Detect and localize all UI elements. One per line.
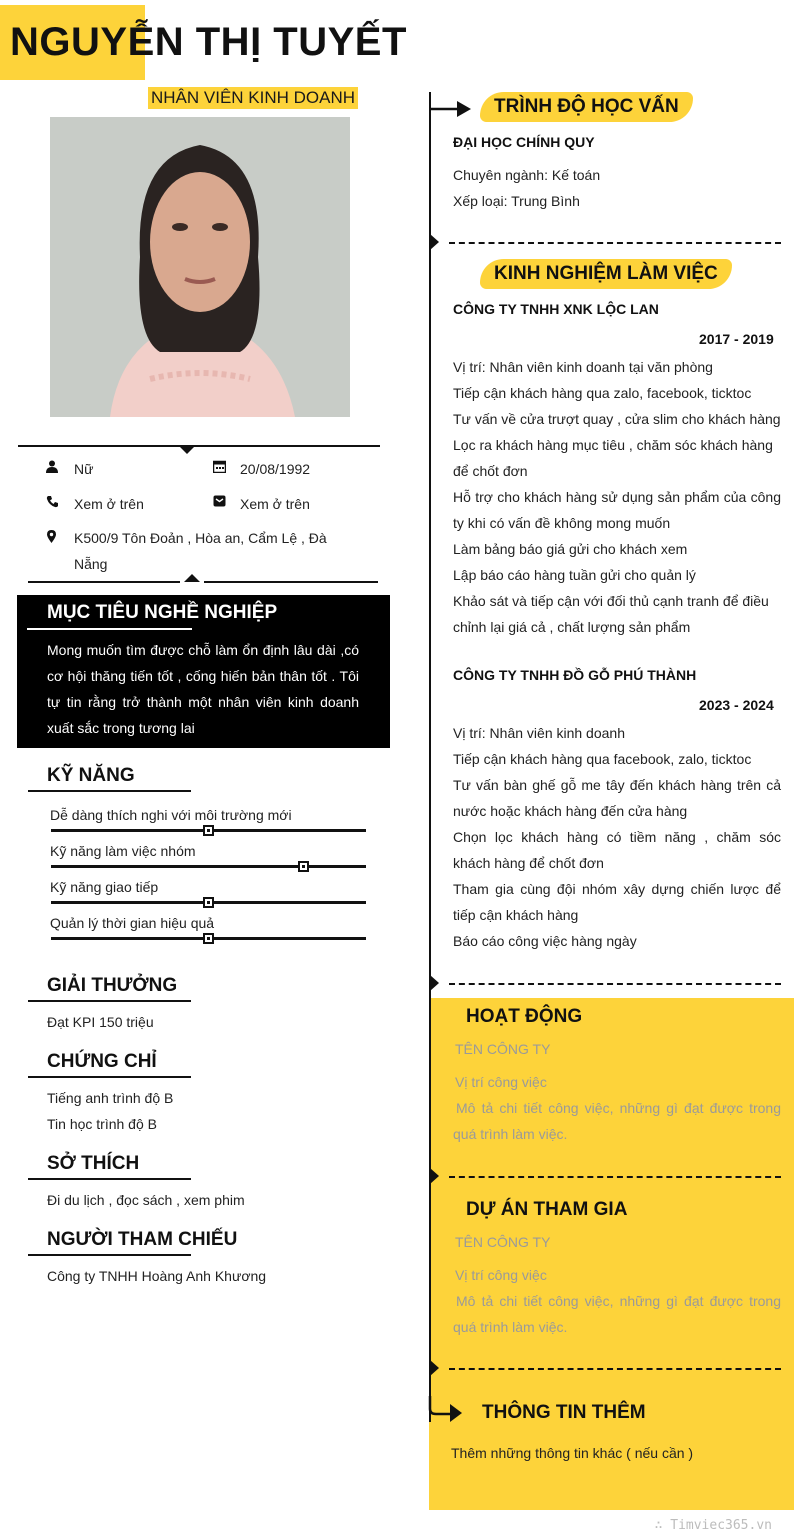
skills-title: KỸ NĂNG	[47, 765, 135, 786]
hobby-item: Đi du lịch , đọc sách , xem phim	[47, 1192, 245, 1208]
timeline-marker-icon	[430, 1360, 439, 1376]
job-line: Lọc ra khách hàng mục tiêu , chăm sóc khách hàng để chốt đơn	[453, 437, 773, 479]
job-line: Chọn lọc khách hàng có tiềm năng , chăm sóc khách hàng để chốt đơn	[453, 829, 781, 871]
certificates-underline	[28, 1076, 191, 1078]
job-line: Khảo sát và tiếp cận với đối thủ cạnh tranh để điều chỉnh lại giá cả , chất lượng sản phẩm	[453, 593, 769, 635]
projects-position: Vị trí công việc	[455, 1267, 547, 1283]
awards-underline	[28, 1000, 191, 1002]
job-line: Làm bảng báo giá gửi cho khách xem	[453, 541, 688, 557]
skill-label: Kỹ năng giao tiếp	[50, 879, 159, 895]
activities-position: Vị trí công việc	[455, 1074, 547, 1090]
experience-title: KINH NGHIỆM LÀM VIỆC	[480, 259, 732, 289]
profile-photo	[50, 117, 350, 417]
section-divider	[449, 242, 781, 244]
watermark: ∴ Timviec365.vn	[654, 1518, 772, 1533]
address-line-1: K500/9 Tôn Đoản , Hòa an, Cẩm Lệ , Đà	[74, 530, 327, 546]
skill-level-marker	[203, 933, 214, 944]
timeline-marker-icon	[430, 975, 439, 991]
section-divider	[449, 1176, 781, 1178]
extra-info-title: THÔNG TIN THÊM	[482, 1402, 646, 1423]
job-company: CÔNG TY TNHH ĐỒ GỖ PHÚ THÀNH	[453, 667, 697, 683]
contact-bottom-divider-right	[204, 581, 378, 583]
job-line: Tư vấn về cửa trượt quay , cửa slim cho khách hàng	[453, 411, 781, 427]
skill-label: Quản lý thời gian hiệu quả	[50, 915, 215, 931]
job-period: 2023 - 2024	[699, 697, 774, 713]
extra-info-text: Thêm những thông tin khác ( nếu cần )	[451, 1445, 694, 1461]
skills-underline	[28, 790, 191, 792]
education-major: Chuyên ngành: Kế toán	[453, 167, 601, 183]
references-underline	[28, 1254, 191, 1256]
gender-value: Nữ	[74, 461, 94, 477]
timeline-marker-icon	[430, 234, 439, 250]
candidate-name: NGUYỄN THỊ TUYẾT	[10, 20, 407, 64]
skill-level-marker	[203, 897, 214, 908]
reference-item: Công ty TNHH Hoàng Anh Khương	[47, 1268, 267, 1284]
calendar-icon	[213, 460, 226, 476]
divider-arrow-up-icon	[184, 574, 200, 582]
projects-description: Mô tả chi tiết công việc, những gì đạt được trong quá trình làm việc.	[453, 1293, 781, 1335]
timeline-end-arrow-icon	[428, 1396, 464, 1431]
education-school: ĐẠI HỌC CHÍNH QUY	[453, 134, 595, 150]
contact-bottom-divider-left	[28, 581, 180, 583]
job-line: Báo cáo công việc hàng ngày	[453, 933, 637, 949]
location-pin-icon	[47, 530, 56, 546]
awards-title: GIẢI THƯỞNG	[47, 975, 178, 996]
timeline-arrow-icon	[429, 100, 471, 123]
job-period: 2017 - 2019	[699, 331, 774, 347]
education-rank: Xếp loại: Trung Bình	[453, 193, 580, 209]
job-line: Hỗ trợ cho khách hàng sử dụng sản phẩm của công ty khi có vấn đề không mong muốn	[453, 489, 781, 531]
job-line: Vị trí: Nhân viên kinh doanh	[453, 725, 625, 741]
birthdate-value: 20/08/1992	[240, 461, 311, 477]
award-item: Đạt KPI 150 triệu	[47, 1014, 154, 1030]
phone-value: Xem ở trên	[74, 496, 144, 512]
projects-company: TÊN CÔNG TY	[455, 1234, 551, 1250]
job-title: NHÂN VIÊN KINH DOANH	[148, 87, 358, 109]
skill-level-marker	[203, 825, 214, 836]
job-line: Lập báo cáo hàng tuần gửi cho quản lý	[453, 567, 696, 583]
timeline-marker-icon	[430, 1168, 439, 1184]
job-line: Tư vấn bàn ghế gỗ me tây đến khách hàng trên cả nước hoặc khách hàng đến cửa hàng	[453, 777, 781, 819]
skill-label: Dễ dàng thích nghi với môi trường mới	[50, 807, 292, 823]
skill-level-marker	[298, 861, 309, 872]
address-line-2: Nẵng	[74, 556, 108, 572]
skill-bar	[51, 865, 366, 868]
certificate-item: Tiếng anh trình độ B	[47, 1090, 174, 1106]
job-description	[453, 354, 781, 640]
section-divider	[449, 1368, 781, 1370]
timeline-line	[429, 92, 431, 1422]
job-company: CÔNG TY TNHH XNK LỘC LAN	[453, 301, 659, 317]
projects-title: DỰ ÁN THAM GIA	[466, 1199, 628, 1220]
user-icon	[46, 460, 58, 476]
certificates-title: CHỨNG CHỈ	[47, 1051, 157, 1072]
phone-icon	[46, 495, 59, 511]
career-objective-underline	[27, 628, 192, 630]
references-title: NGƯỜI THAM CHIẾU	[47, 1229, 238, 1250]
hobbies-underline	[28, 1178, 191, 1180]
activities-title: HOẠT ĐỘNG	[466, 1006, 583, 1027]
profile-photo-icon	[50, 117, 350, 417]
divider-arrow-down-icon	[179, 446, 195, 454]
email-value: Xem ở trên	[240, 496, 310, 512]
education-title: TRÌNH ĐỘ HỌC VẤN	[480, 92, 693, 122]
contact-top-divider	[18, 445, 380, 447]
skill-label: Kỹ năng làm việc nhóm	[50, 843, 196, 859]
hobbies-title: SỞ THÍCH	[47, 1153, 140, 1174]
job-line: Tiếp cận khách hàng qua zalo, facebook, ticktoc	[453, 385, 752, 401]
job-line: Vị trí: Nhân viên kinh doanh tại văn phòng	[453, 359, 713, 375]
career-objective-section	[17, 595, 390, 748]
section-divider	[449, 983, 781, 985]
career-objective-title: MỤC TIÊU NGHỀ NGHIỆP	[47, 602, 278, 623]
job-description	[453, 720, 781, 954]
activities-description: Mô tả chi tiết công việc, những gì đạt được trong quá trình làm việc.	[453, 1100, 781, 1142]
job-line: Tham gia cùng đội nhóm xây dựng chiến lược để tiếp cận khách hàng	[453, 881, 781, 923]
career-objective-text: Mong muốn tìm được chỗ làm ổn định lâu dài ,có cơ hội thăng tiến tốt , cống hiến bản thân tốt . Tôi tự tin rằng trở thành một nhân viên kinh doanh xuất sắc trong tương lai	[47, 642, 359, 736]
certificate-item: Tin học trình độ B	[47, 1116, 157, 1132]
job-line: Tiếp cận khách hàng qua facebook, zalo, ticktoc	[453, 751, 752, 767]
email-icon	[213, 495, 226, 510]
activities-company: TÊN CÔNG TY	[455, 1041, 551, 1057]
